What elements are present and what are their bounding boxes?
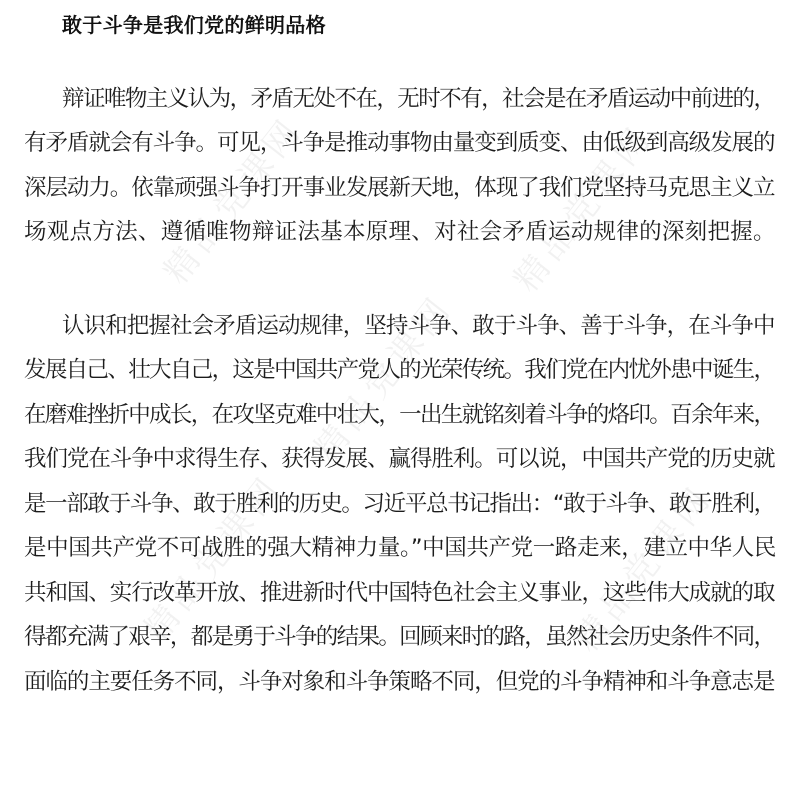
watermark: 精品党课网 xyxy=(306,287,461,470)
paragraph-1-line-3: 深层动力。依靠顽强斗争打开事业发展新天地，体现了我们党坚持马克思主义立 xyxy=(24,175,775,201)
watermark: 精品党课网 xyxy=(136,467,291,650)
paragraph-2-line-3: 在磨难挫折中成长，在攻坚克难中壮大，一出生就铭刻着斗争的烙印。百余年来， xyxy=(24,402,775,428)
paragraph-2-line-5: 是一部敢于斗争、敢于胜利的历史。习近平总书记指出：“敢于斗争、敢于胜利， xyxy=(24,491,775,517)
paragraph-1-line-1: 辩证唯物主义认为，矛盾无处不在，无时不有，社会是在矛盾运动中前进的， xyxy=(62,86,775,112)
paragraph-2-line-4: 我们党在斗争中求得生存、获得发展、赢得胜利。可以说，中国共产党的历史就 xyxy=(24,446,775,472)
paragraph-2-line-6: 是中国共产党不可战胜的强大精神力量。”中国共产党一路走来，建立中华人民 xyxy=(24,535,777,561)
paragraph-2-line-8: 得都充满了艰辛，都是勇于斗争的结果。回顾来时的路，虽然社会历史条件不同， xyxy=(24,624,775,650)
article-title: 敢于斗争是我们党的鲜明品格 xyxy=(62,13,326,37)
paragraph-2-line-2: 发展自己、壮大自己，这是中国共产党人的光荣传统。我们党在内忧外患中诞生， xyxy=(24,357,775,383)
watermark: 精品党课网 xyxy=(156,109,311,292)
paragraph-1-line-4: 场观点方法、遵循唯物辩证法基本原理、对社会矛盾运动规律的深刻把握。 xyxy=(24,219,776,245)
watermark: 精品党课网 xyxy=(566,477,721,660)
paragraph-2-line-9: 面临的主要任务不同，斗争对象和斗争策略不同，但党的斗争精神和斗争意志是 xyxy=(24,669,775,695)
paragraph-2-line-7: 共和国、实行改革开放、推进新时代中国特色社会主义事业，这些伟大成就的取 xyxy=(24,580,775,606)
watermark: 精品党课网 xyxy=(506,117,661,300)
paragraph-2-line-1: 认识和把握社会矛盾运动规律，坚持斗争、敢于斗争、善于斗争，在斗争中 xyxy=(62,313,775,339)
paragraph-1-line-2: 有矛盾就会有斗争。可见，斗争是推动事物由量变到质变、由低级到高级发展的 xyxy=(24,130,775,156)
